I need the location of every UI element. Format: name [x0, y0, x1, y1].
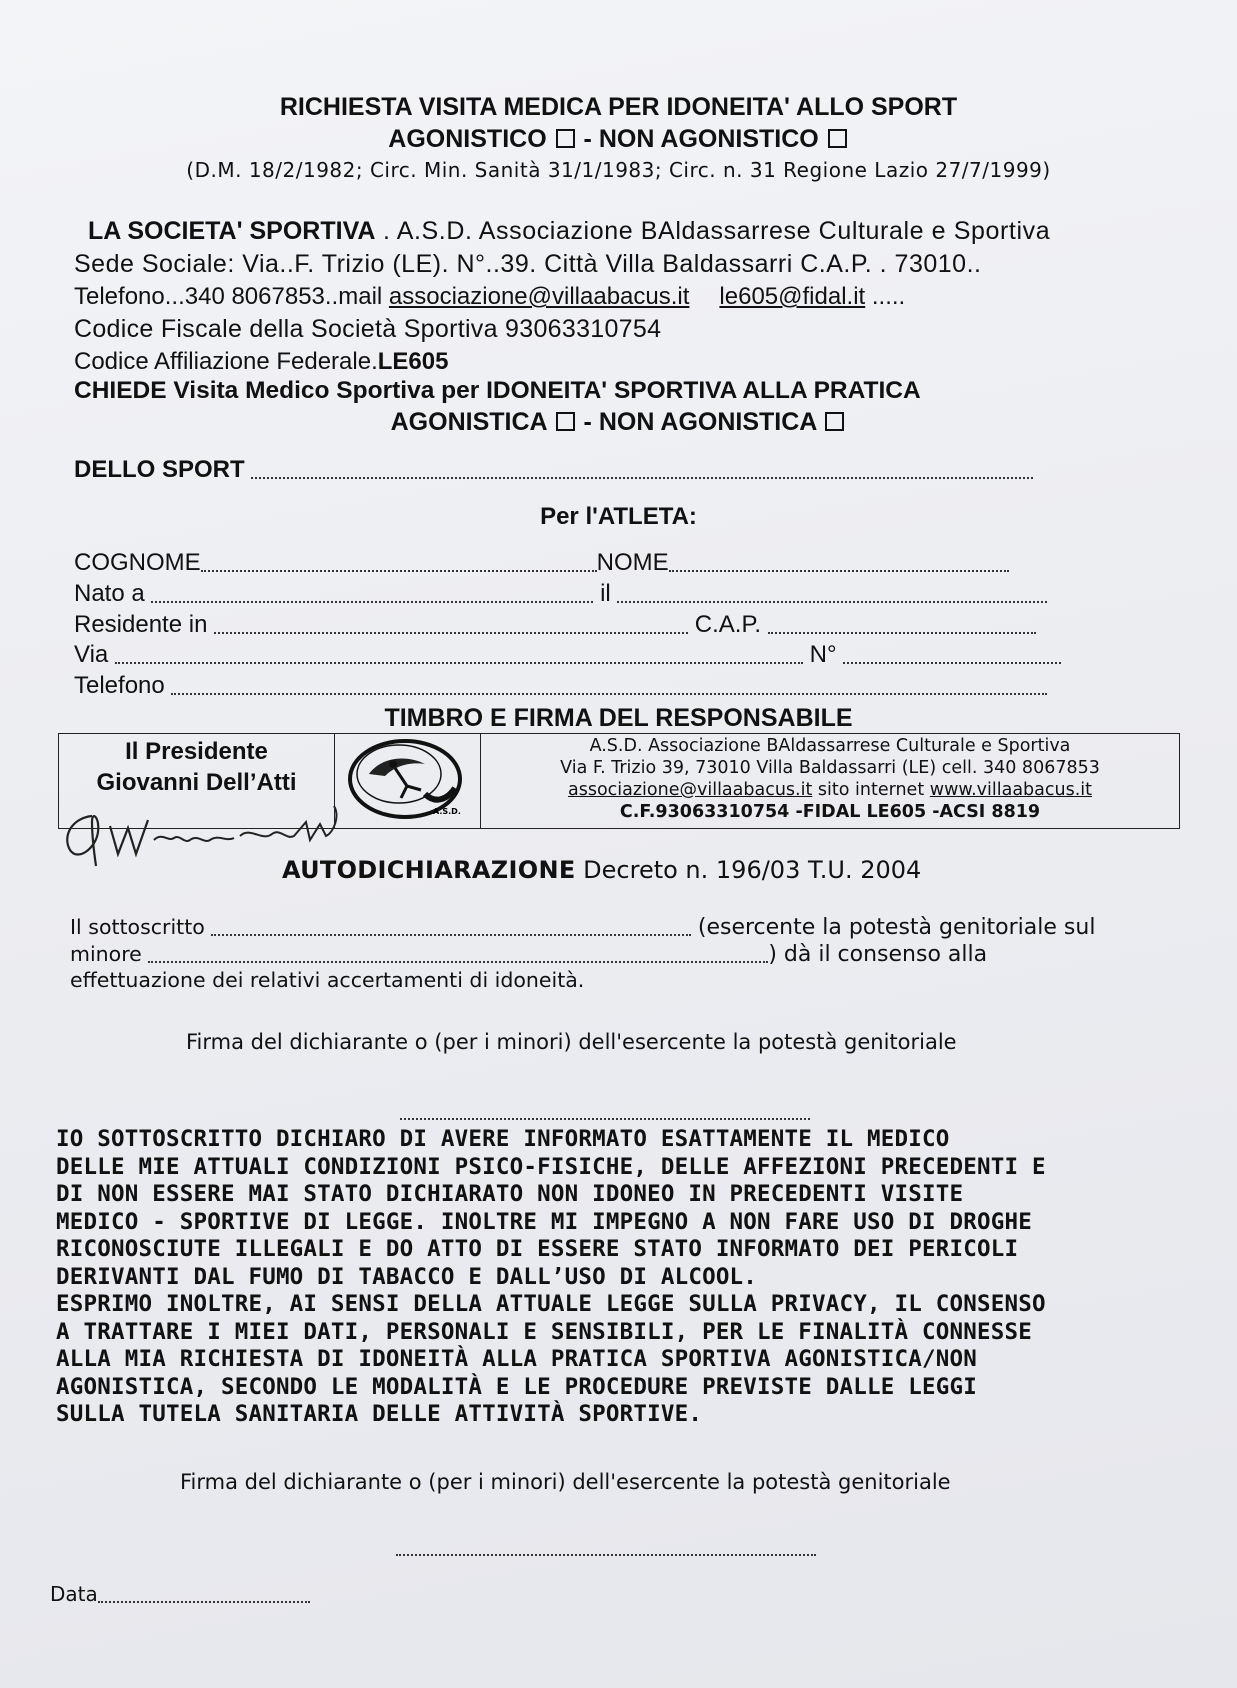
self-declaration-title-row [282, 856, 921, 885]
undersigned-input[interactable] [211, 914, 691, 936]
declaration-line: RICONOSCIUTE ILLEGALI E DO ATTO DI ESSERE STATO INFORMATO DEI PERICOLI [56, 1236, 1019, 1262]
fidal-email-link[interactable]: le605@fidal.it [719, 283, 866, 310]
option-non-agonistica-label: NON AGONISTICA [598, 408, 817, 436]
first-signature-input[interactable] [400, 1116, 810, 1120]
option-separator: - [576, 125, 599, 153]
logo-cell [335, 734, 481, 828]
org-codes: C.F.93063310754 -FIDAL LE605 -ACSI 8819 [619, 802, 1041, 822]
org-info-cell [481, 734, 1179, 828]
birthdate-input[interactable] [617, 581, 1047, 603]
self-declaration-decree: Decreto n. 196/03 T.U. 2004 [575, 856, 922, 884]
self-declaration-title: AUTODICHIARAZIONE [282, 856, 576, 884]
nome-input[interactable] [669, 550, 1009, 572]
phone-input[interactable] [171, 673, 1047, 695]
form-title [0, 93, 1237, 122]
non-agonistico-checkbox[interactable] [828, 129, 847, 148]
minor-input[interactable] [148, 941, 768, 963]
society-contacts [74, 283, 905, 311]
phone-label: Telefono [74, 672, 165, 699]
declaration-text [56, 1126, 1156, 1429]
athlete-heading: Per l'ATLETA: [540, 503, 697, 530]
declaration-line: MEDICO - SPORTIVE DI LEGGE. INOLTRE MI IMPEGNO A NON FARE USO DI DROGHE [56, 1208, 1032, 1235]
non-agonistica-checkbox[interactable] [825, 412, 844, 431]
consent-text: ) dà il consenso alla [768, 942, 988, 967]
association-logo [335, 734, 480, 826]
society-line [88, 217, 1050, 246]
legal-reference [0, 158, 1237, 182]
society-email-link[interactable]: associazione@villaabacus.it [388, 283, 690, 310]
undersigned-row [70, 914, 1095, 940]
sport-input[interactable] [251, 457, 1033, 479]
logo-lettering: A.S.D. [433, 807, 461, 816]
second-signature-input[interactable] [396, 1552, 816, 1556]
number-input[interactable] [843, 642, 1061, 664]
affiliation-value: LE605 [377, 348, 449, 375]
declaration-line: DI NON ESSERE MAI STATO DICHIARATO NON IDONEO IN PRECEDENTI VISITE [56, 1181, 964, 1207]
sport-field [74, 456, 1033, 484]
declaration-line: IO SOTTOSCRITTO DICHIARO DI AVERE INFORMATO ESATTAMENTE IL MEDICO [56, 1126, 950, 1152]
cognome-label: COGNOME [74, 549, 201, 576]
society-phone: Telefono...340 8067853..mail [74, 283, 389, 310]
declaration-line: DELLE MIE ATTUALI CONDIZIONI PSICO-FISICHE, DELLE AFFEZIONI PRECEDENTI E [56, 1153, 1046, 1180]
practice-type-options [0, 408, 1237, 437]
option-agonistica-label: AGONISTICA [390, 408, 547, 436]
affiliation-label: Codice Affiliazione Federale. [74, 348, 378, 375]
date-input[interactable] [98, 1585, 310, 1603]
org-email-link[interactable]: associazione@villaabacus.it [568, 780, 813, 800]
visit-type-options [0, 125, 1237, 154]
residence-row [74, 611, 1036, 639]
declaration-line: DERIVANTI DAL FUMO DI TABACCO E DALL’USO DI ALCOOL. [56, 1263, 758, 1290]
org-address: Via F. Trizio 39, 73010 Villa Baldassarri (LE) cell. 340 8067853 [560, 758, 1100, 778]
agonistica-checkbox[interactable] [556, 412, 575, 431]
cap-label: C.A.P. [694, 611, 762, 638]
declaration-line: AGONISTICA, SECONDO LE MODALITÀ E LE PROCEDURE PREVISTE DALLE LEGGI [56, 1373, 977, 1400]
number-label: N° [809, 641, 837, 668]
declaration-line: ALLA MIA RICHIESTA DI IDONEITÀ ALLA PRATICA SPORTIVA AGONISTICA/NON [56, 1346, 977, 1372]
residence-label: Residente in [74, 611, 208, 638]
assessments-text: effettuazione dei relativi accertamenti di idoneità. [70, 968, 585, 992]
nome-label: NOME [596, 549, 669, 576]
phone-row [74, 672, 1047, 700]
cognome-nome-row [74, 549, 1009, 577]
parental-authority-text: (esercente la potestà genitoriale sul [697, 915, 1096, 940]
affiliation-code [74, 348, 448, 376]
society-name: . A.S.D. Associazione BAldassarrese Culturale e Sportiva [375, 217, 1051, 245]
minor-row [70, 941, 987, 967]
stamp-heading: TIMBRO E FIRMA DEL RESPONSABILE [384, 704, 853, 732]
form-title-text: RICHIESTA VISITA MEDICA PER IDONEITA' ALLO SPORT [279, 93, 958, 121]
org-site-label: sito internet [812, 780, 930, 800]
second-signature-label: Firma del dichiarante o (per i minori) dell'esercente la potestà genitoriale [180, 1470, 951, 1494]
street-row [74, 641, 1061, 669]
org-name: A.S.D. Associazione BAldassarrese Culturale e Sportiva [589, 736, 1071, 756]
cognome-input[interactable] [201, 550, 597, 572]
undersigned-label: Il sottoscritto [70, 915, 205, 939]
option-agonistico-label: AGONISTICO [388, 125, 547, 153]
birthdate-label: il [600, 580, 611, 607]
contacts-trailing-dots: ..... [865, 283, 906, 310]
legal-reference-text: (D.M. 18/2/1982; Circ. Min. Sanità 31/1/1983; Circ. n. 31 Regione Lazio 27/7/1999) [186, 158, 1051, 182]
org-web [481, 780, 1179, 800]
society-label: LA SOCIETA' SPORTIVA [88, 217, 376, 245]
president-title: Il Presidente [125, 738, 268, 765]
request-line: CHIEDE Visita Medico Sportiva per IDONEITA' SPORTIVA ALLA PRATICA [74, 377, 921, 404]
society-address: Sede Sociale: Via..F. Trizio (LE). N°..39. Città Villa Baldassarri C.A.P. . 73010.. [74, 250, 982, 278]
minor-label: minore [70, 942, 142, 966]
president-name: Giovanni Dell’Atti [96, 769, 297, 796]
fiscal-code: Codice Fiscale della Società Sportiva 93063310754 [74, 315, 662, 343]
residence-input[interactable] [214, 612, 688, 634]
cap-input[interactable] [768, 612, 1036, 634]
declaration-line: SULLA TUTELA SANITARIA DELLE ATTIVITÀ SPORTIVE. [56, 1401, 703, 1427]
practice-option-separator: - [576, 408, 599, 436]
agonistico-checkbox[interactable] [556, 129, 575, 148]
date-label: Data [50, 1582, 98, 1606]
birth-row [74, 580, 1047, 608]
declaration-line: ESPRIMO INOLTRE, AI SENSI DELLA ATTUALE LEGGE SULLA PRIVACY, IL CONSENSO [56, 1291, 1046, 1317]
declaration-line: A TRATTARE I MIEI DATI, PERSONALI E SENSIBILI, PER LE FINALITÀ CONNESSE [56, 1318, 1032, 1345]
street-label: Via [74, 641, 109, 668]
date-row [50, 1582, 310, 1606]
first-signature-label: Firma del dichiarante o (per i minori) dell'esercente la potestà genitoriale [186, 1030, 957, 1054]
option-non-agonistico-label: NON AGONISTICO [598, 125, 819, 153]
birthplace-label: Nato a [74, 580, 145, 607]
org-site-link[interactable]: www.villaabacus.it [929, 780, 1092, 800]
sport-label: DELLO SPORT [74, 456, 245, 483]
birthplace-input[interactable] [151, 581, 593, 603]
street-input[interactable] [115, 642, 803, 664]
